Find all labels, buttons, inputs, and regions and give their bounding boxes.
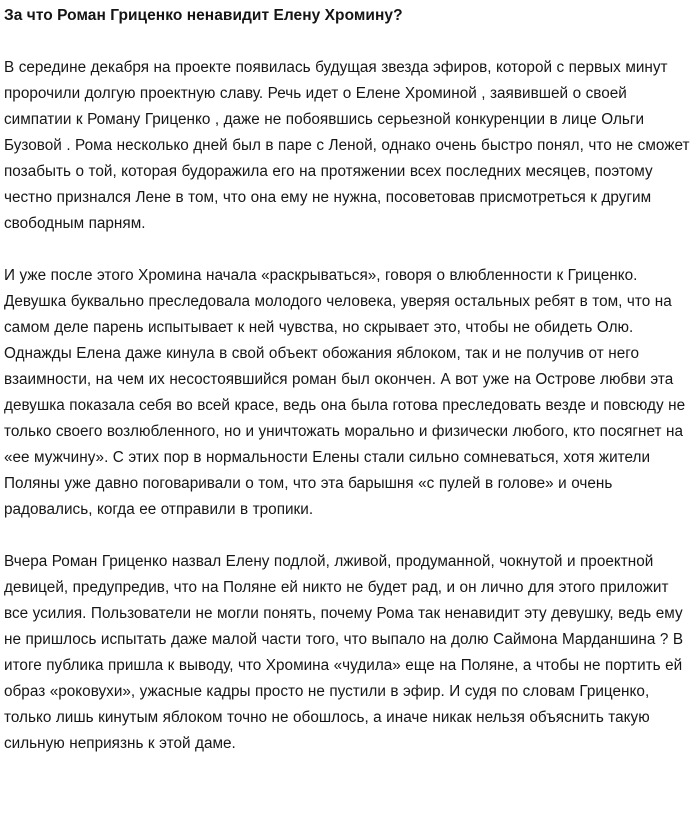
article-paragraph-2: И уже после этого Хромина начала «раскрываться», говоря о влюбленности к Гриценко. Девушка буквально преследовала молодого человека, уверяя остальных ребят в том, что на самом деле парень испытывает к ней чувства, но скрывает это, чтобы не обидеть Олю. Однажды Елена даже кинула в свой объект обожания яблоком, так и не получив от него взаимности, на чем их несостоявшийся роман был окончен. А вот уже на Острове любви эта девушка показала себя во всей красе, ведь она была готова преследовать везде и повсюду не только своего возлюбленного, но и уничтожать морально и физически любого, кто посягнет на «ее мужчину». С этих пор в нормальности Елены стали сильно сомневаться, хотя жители Поляны уже давно поговаривали о том, что эта барышня «с пулей в голове» и очень радовались, когда ее отправили в тропики. (4, 267, 686, 518)
article-title: За что Роман Гриценко ненавидит Елену Хромину? (4, 7, 403, 24)
paragraph-spacer (4, 237, 693, 263)
paragraph-spacer (4, 523, 693, 549)
article-paragraph-3: Вчера Роман Гриценко назвал Елену подлой, лживой, продуманной, чокнутой и проектной девицей, предупредив, что на Поляне ей никто не будет рад, и он лично для этого приложит все усилия. Пользователи не могли понять, почему Рома так ненавидит эту девушку, ведь ему не пришлось испытать даже малой части того, что выпало на долю Саймона Марданшина ? В итоге публика пришла к выводу, что Хромина «чудила» еще на Поляне, а чтобы не портить ей образ «роковухи», ужасные кадры просто не пустили в эфир. И судя по словам Гриценко, только лишь кинутым яблоком точно не обошлось, а иначе никак нельзя объяснить такую сильную неприязнь к этой даме. (4, 553, 684, 752)
article-paragraph-1: В середине декабря на проекте появилась будущая звезда эфиров, которой с первых минут пророчили долгую проектную славу. Речь идет о Елене Хроминой , заявившей о своей симпатии к Роману Гриценко , даже не побоявшись серьезной конкуренции в лице Ольги Бузовой . Рома несколько дней был в паре с Леной, однако очень быстро понял, что не сможет позабыть о той, которая будоражила его на протяжении всех последних месяцев, поэтому честно признался Лене в том, что она ему не нужна, посоветовав присмотреться к другим свободным парням. (4, 59, 690, 232)
article-body (4, 29, 693, 757)
paragraph-spacer (4, 29, 693, 55)
